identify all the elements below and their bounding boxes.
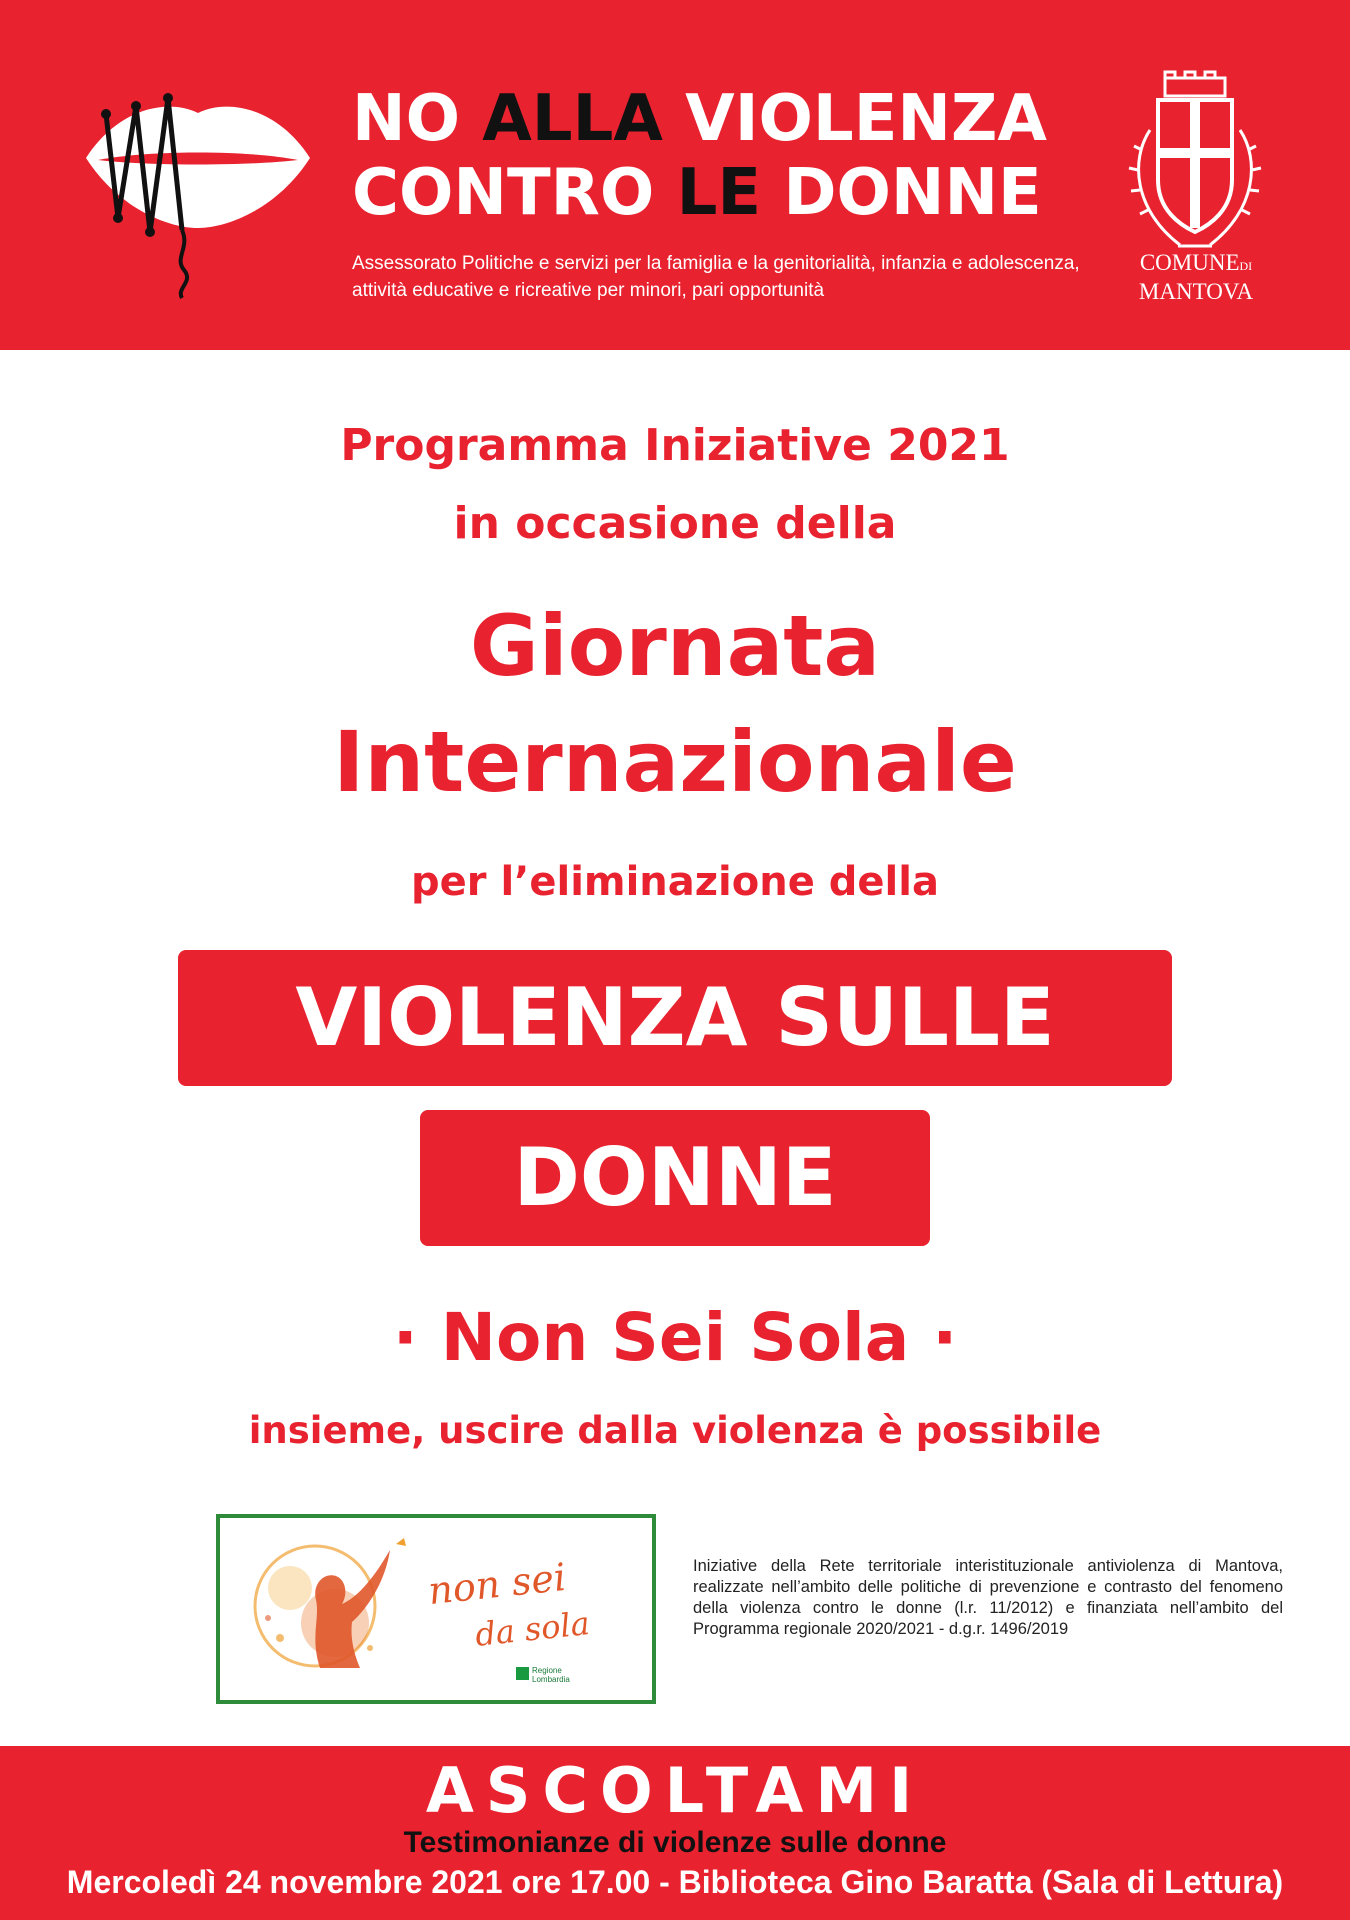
comune-name xyxy=(1112,250,1280,305)
violence-banner-line2: DONNE xyxy=(420,1110,930,1246)
violence-banner-line1: VIOLENZA SULLE xyxy=(178,950,1172,1086)
title-word: NO xyxy=(352,82,483,156)
comune-word: COMUNE xyxy=(1139,250,1240,275)
initiative-info: Iniziative della Rete territoriale interistituzionale antiviolenza di Mantova, realizzate nell’ambito delle politiche di prevenzione e contrasto del fenomeno della violenza contro le donne (l.r. 11/2012) e finanziata nell’ambito del Programma regionale 2020/2021 - d.g.r. 1496/2019 xyxy=(693,1557,1283,1638)
event-details: Mercoledì 24 novembre 2021 ore 17.00 - Biblioteca Gino Baratta (Sala di Lettura) xyxy=(66,1864,1284,1900)
regione-lombardia-label: Regione Lombardia xyxy=(532,1666,570,1684)
tagline: insieme, uscire dalla violenza è possibile xyxy=(248,1409,1102,1452)
title-word-highlight: ALLA xyxy=(482,82,663,156)
campaign-title xyxy=(352,82,1092,230)
event-subtitle: Testimonianze di violenze sulle donne xyxy=(403,1826,947,1859)
occasion-text: in occasione della xyxy=(453,498,897,549)
comune-city: MANTOVA xyxy=(1138,279,1254,304)
non-sei-da-sola-logo xyxy=(216,1514,656,1704)
header-banner xyxy=(0,0,1350,350)
logo-text-da-sola: da sola xyxy=(473,1604,592,1654)
internazionale-heading: Internazionale xyxy=(333,713,1017,811)
title-word: CONTRO xyxy=(352,156,677,230)
assessorato-subtitle: Assessorato Politiche e servizi per la famiglia e la genitorialità, infanzia e adolescenza, attività educative e ricreative per minori, pari opportunità xyxy=(352,253,1080,301)
sewn-lips-logo-icon xyxy=(78,78,318,303)
title-word-highlight: LE xyxy=(676,156,762,230)
elimination-text: per l’eliminazione della xyxy=(411,859,939,905)
comune-di: DI xyxy=(1239,259,1253,273)
event-title: ASCOLTAMI xyxy=(425,1754,925,1827)
slogan: · Non Sei Sola · xyxy=(392,1299,958,1376)
giornata-heading: Giornata xyxy=(469,597,881,695)
title-word: DONNE xyxy=(761,156,1042,230)
title-word: VIOLENZA xyxy=(662,82,1047,156)
regione-lombardia-icon xyxy=(516,1667,529,1680)
logo-text-non-sei: non sei xyxy=(426,1554,568,1614)
program-title: Programma Iniziative 2021 xyxy=(340,420,1010,471)
